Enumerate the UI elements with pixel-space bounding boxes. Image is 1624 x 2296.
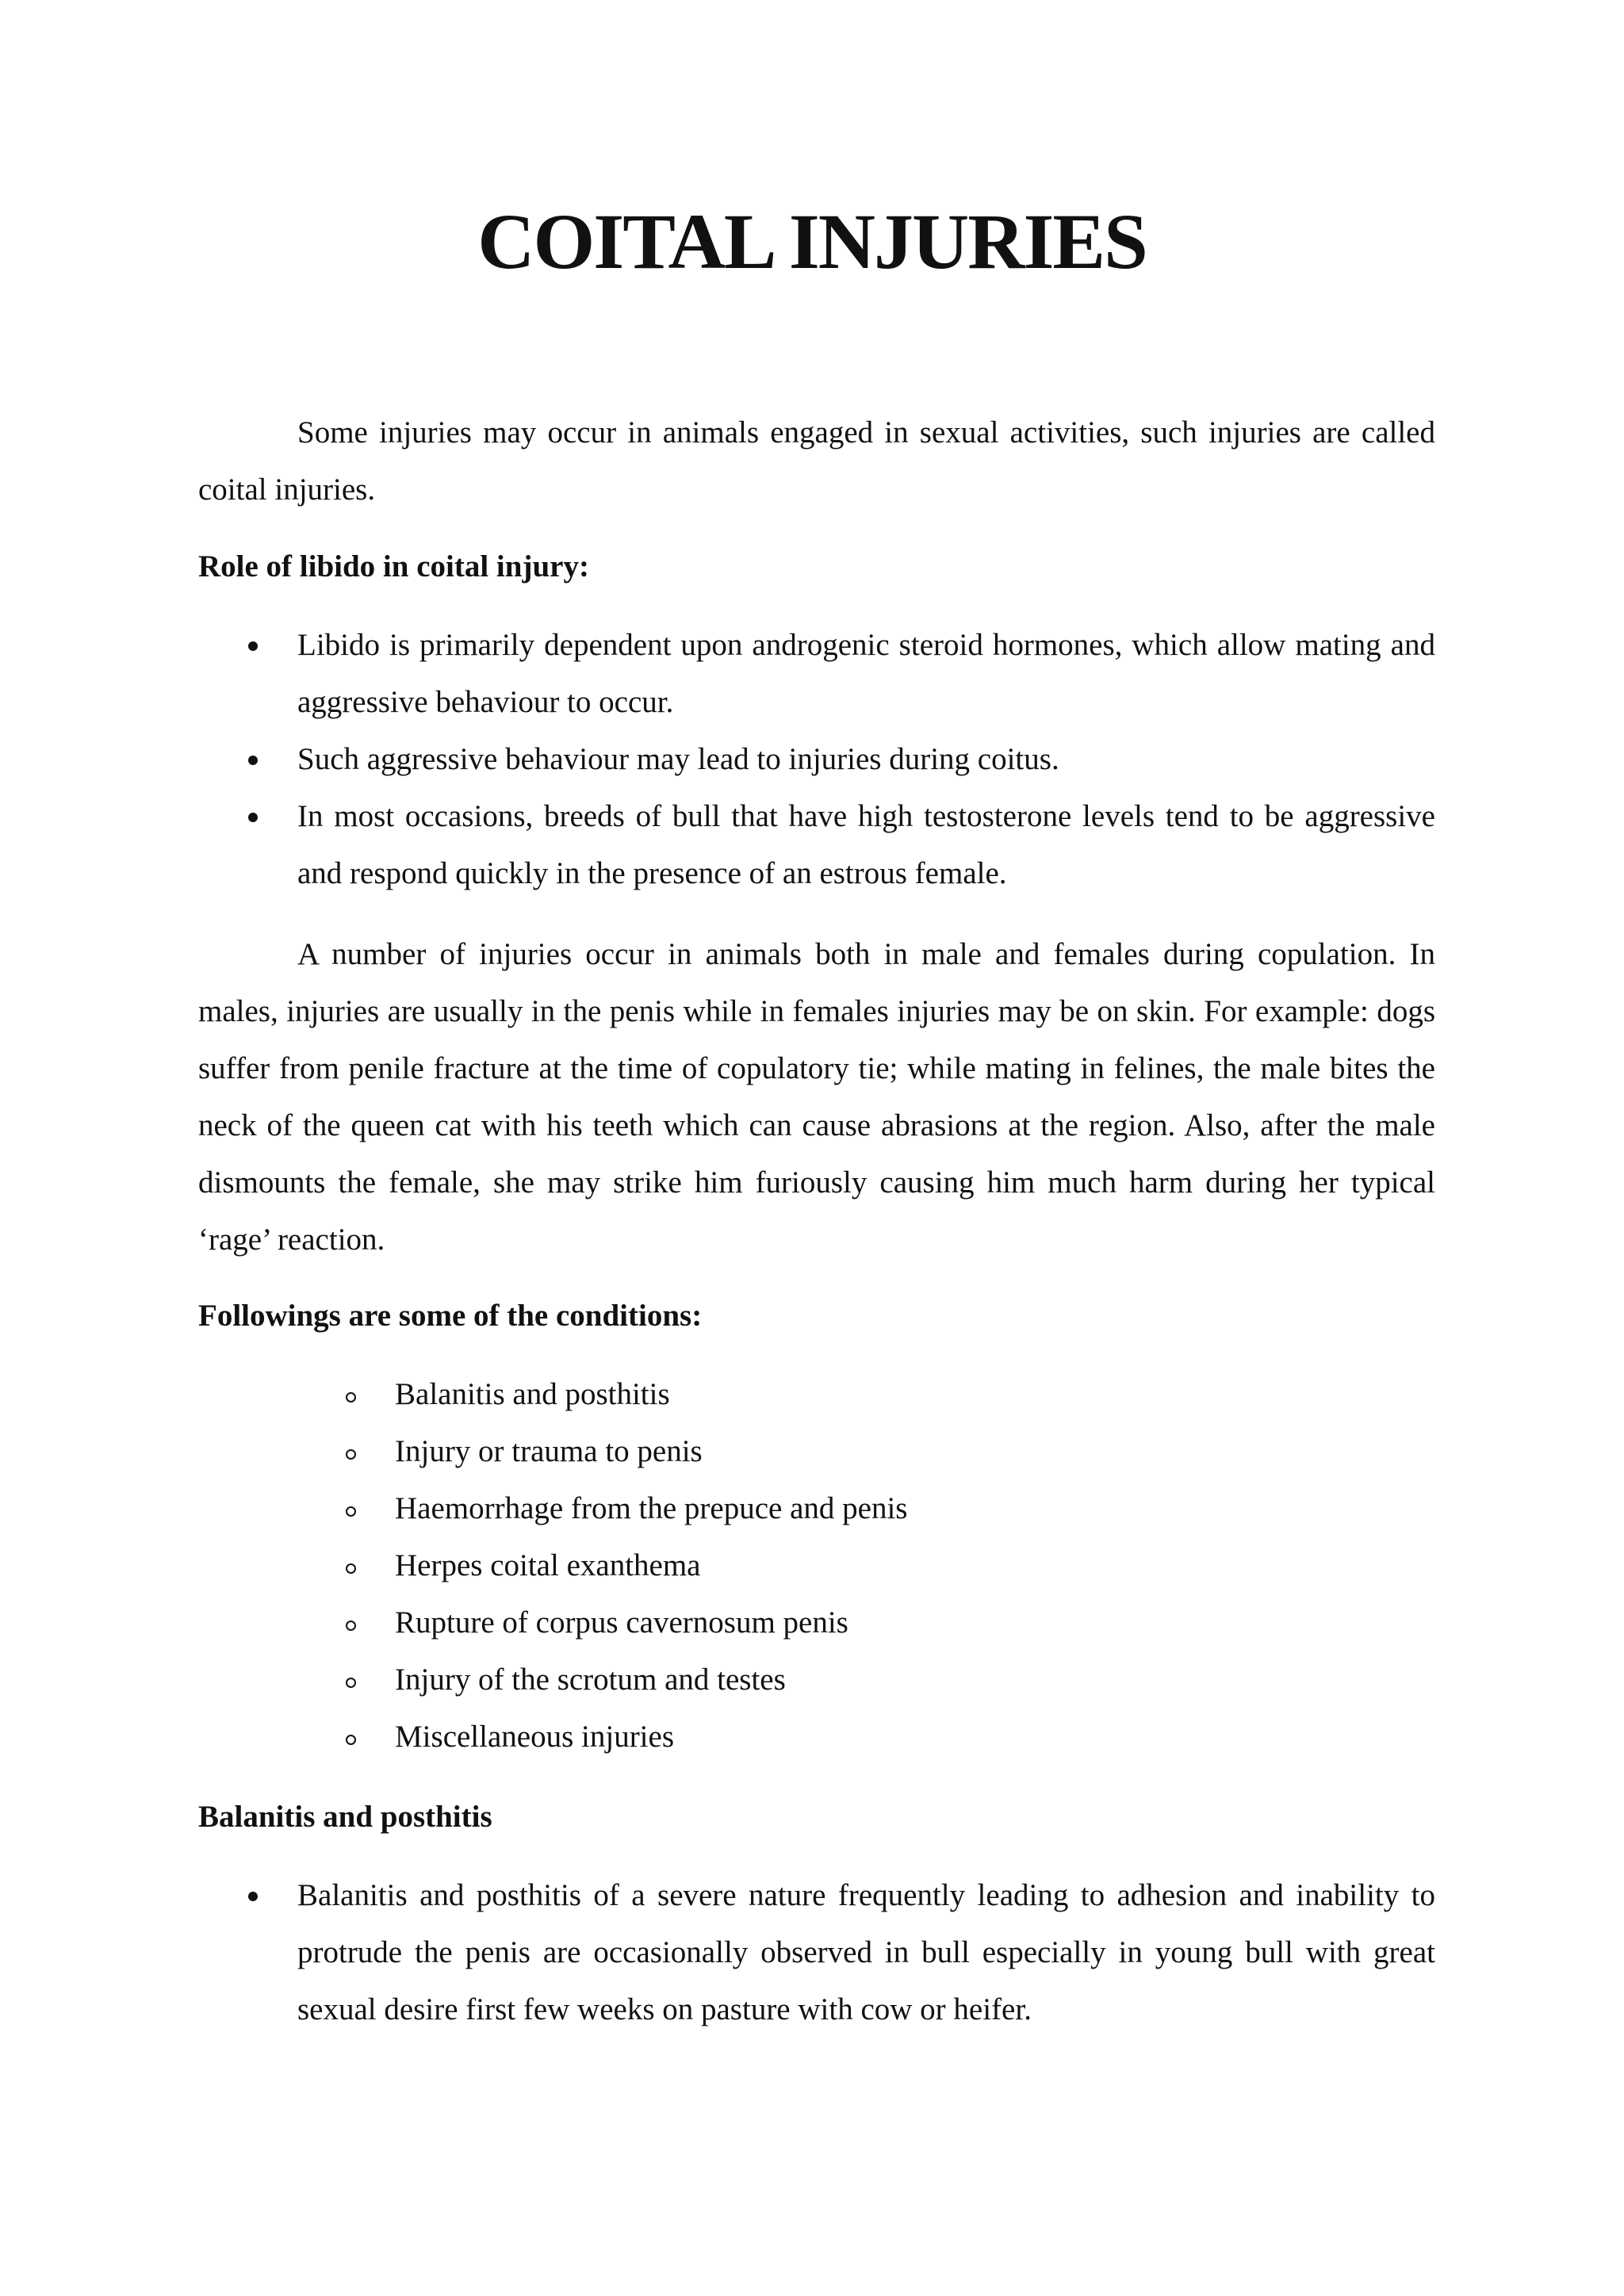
circle-bullet-icon bbox=[346, 1449, 356, 1460]
condition-text: Haemorrhage from the prepuce and penis bbox=[395, 1491, 908, 1525]
page-title: COITAL INJURIES bbox=[477, 197, 1147, 285]
circle-bullet-icon bbox=[346, 1678, 356, 1688]
circle-bullet-icon bbox=[346, 1506, 356, 1517]
list-item bbox=[341, 1366, 1293, 1423]
libido-bullet-list bbox=[198, 617, 1435, 902]
circle-bullet-icon bbox=[346, 1392, 356, 1402]
balanitis-heading: Balanitis and posthitis bbox=[198, 1800, 492, 1834]
list-item bbox=[198, 617, 1435, 731]
condition-text: Herpes coital exanthema bbox=[395, 1548, 701, 1582]
circle-bullet-icon bbox=[346, 1563, 356, 1574]
list-item bbox=[341, 1480, 1293, 1537]
bullet-text: Such aggressive behaviour may lead to injuries during coitus. bbox=[297, 742, 1059, 776]
list-item bbox=[341, 1594, 1293, 1651]
list-item bbox=[198, 788, 1435, 902]
bullet-text: In most occasions, breeds of bull that have high testosterone levels tend to be aggressive and respond quickly in the presence of an estrous female. bbox=[297, 799, 1435, 890]
condition-text: Injury of the scrotum and testes bbox=[395, 1663, 786, 1697]
bullet-text: Balanitis and posthitis of a severe nature frequently leading to adhesion and inability to protrude the penis are occasionally observed in bull especially in young bull with great sexual desire first few weeks on pasture with cow or heifer. bbox=[297, 1878, 1435, 2026]
condition-text: Rupture of corpus cavernosum penis bbox=[395, 1605, 848, 1640]
list-item bbox=[198, 1867, 1435, 2038]
conditions-heading: Followings are some of the conditions: bbox=[198, 1299, 703, 1333]
list-item bbox=[341, 1537, 1293, 1594]
list-item bbox=[198, 731, 1435, 788]
condition-text: Miscellaneous injuries bbox=[395, 1720, 675, 1754]
bullet-dot-icon bbox=[248, 641, 258, 651]
list-item bbox=[341, 1709, 1293, 1766]
bullet-dot-icon bbox=[248, 756, 258, 765]
balanitis-bullet-list bbox=[198, 1867, 1435, 2038]
conditions-list bbox=[341, 1366, 1293, 1766]
circle-bullet-icon bbox=[346, 1735, 356, 1745]
bullet-text: Libido is primarily dependent upon androgenic steroid hormones, which allow mating and aggressive behaviour to occur. bbox=[297, 628, 1435, 719]
list-item bbox=[341, 1651, 1293, 1709]
bullet-dot-icon bbox=[248, 1892, 258, 1901]
condition-text: Injury or trauma to penis bbox=[395, 1434, 703, 1468]
intro-paragraph: Some injuries may occur in animals engaged in sexual activities, such injuries are called coital injuries. bbox=[198, 415, 1435, 507]
circle-bullet-icon bbox=[346, 1621, 356, 1631]
copulation-paragraph: A number of injuries occur in animals both in male and females during copulation. In males, injuries are usually in the penis while in females injuries may be on skin. For example: dogs suffer from penile fracture at the time of copulatory tie; while mating in felines, the male bites the neck of the queen cat with his teeth which can cause abrasions at the region. Also, after the male dismounts the female, she may strike him furiously causing him much harm during her typical ‘rage’ reaction. bbox=[198, 937, 1435, 1257]
bullet-dot-icon bbox=[248, 813, 258, 822]
condition-text: Balanitis and posthitis bbox=[395, 1377, 670, 1411]
list-item bbox=[341, 1423, 1293, 1480]
libido-heading: Role of libido in coital injury: bbox=[198, 549, 589, 584]
